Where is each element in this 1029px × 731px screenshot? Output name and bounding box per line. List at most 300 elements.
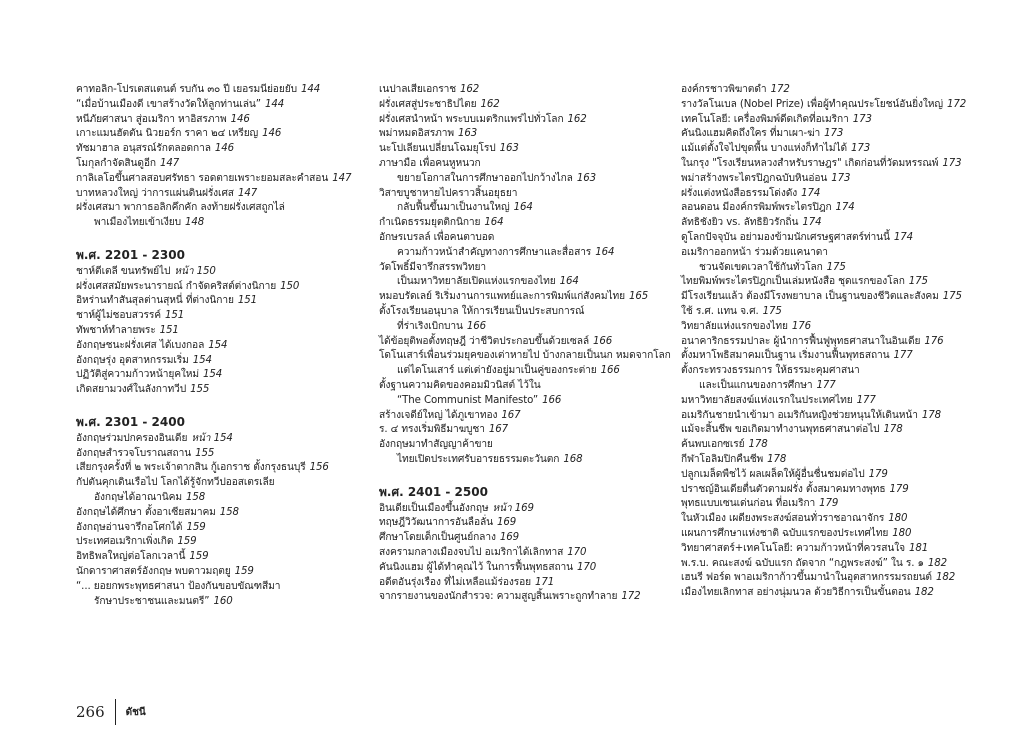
period-heading: [76, 247, 376, 265]
page-ref: 179: [819, 498, 839, 510]
index-entry: [76, 432, 376, 447]
index-entry: [76, 201, 376, 216]
entry-text: พ.ร.บ. คณะสงฆ์ ฉบับแรก ถัดจาก “กฎพระสงฆ์” ใน ร. ๑: [681, 557, 924, 569]
entry-text: “The Communist Manifesto”: [397, 394, 539, 406]
page-ref: 177: [893, 350, 913, 362]
page-ref: 175: [762, 305, 782, 317]
entry-text: หนีภัยศาสนา สู่อเมริกา หาอิสรภาพ: [76, 113, 227, 125]
page-ref: 164: [559, 276, 579, 288]
index-entry: [76, 506, 376, 521]
index-entry: [76, 157, 376, 172]
entry-text: “เมื่อบ้านเมืองดี เขาสร้างวัดให้ลูกท่านเล่น”: [76, 98, 261, 110]
entry-text: คันนิงแฮม ผู้ได้ทำคุณไว้ ในการฟื้นพุทธสถาน: [379, 561, 574, 573]
entry-text: แผนการศึกษาแห่งชาติ ฉบับแรกของประเทศไทย: [681, 527, 889, 539]
entry-text: อิทธิพลใหญ่ต่อโลกเวลานี้: [76, 551, 186, 563]
index-entry: [379, 157, 679, 172]
entry-text: โดโนเสาร์เพื่อนร่วมยุคของเต่าหายไป บ้างกลายเป็นนก หมดจากโลก: [379, 350, 671, 362]
entry-text: กาลิเลโอขึ้นศาลสอบศรัทธา รอดตายเพราะยอมสละคำสอน: [76, 172, 329, 184]
entry-text: ค้นพบเอกซเรย์: [681, 439, 745, 451]
entry-text: พม่าหมดอิสรภาพ: [379, 128, 454, 140]
entry-text: ไทยพิมพ์พระไตรปิฎกเป็นเล่มหนังสือ ชุดแรกของโลก: [681, 276, 905, 288]
page-ref: 173: [942, 157, 962, 169]
page-ref: 182: [935, 572, 956, 584]
spacer: [379, 468, 679, 483]
entry-text: รักษาประชาชนและมนตรี”: [94, 595, 210, 607]
entry-text: ทัพชาห์ทำลายพระ: [76, 324, 156, 336]
page-ref: 159: [177, 536, 197, 548]
index-entry: [379, 127, 679, 142]
entry-text: ปราชญ์อินเดียตื่นตัวตามฝรั่ง ตั้งสมาคมทางพุทธ: [681, 483, 886, 495]
index-column-1: [76, 83, 376, 609]
page-ref: หน้า 150: [174, 265, 216, 277]
entry-text: อิหร่านทำสันสุลต่านสุหนี่ ที่ต่างนิกาย: [76, 295, 234, 307]
index-column-2: [379, 83, 679, 605]
entry-text: บาทหลวงใหญ่ ว่าการแผ่นดินฝรั่งเศส: [76, 187, 234, 199]
entry-text: วิทยาศาสตร์+เทคโนโลยี: ความก้าวหน้าที่ควรสนใจ: [681, 542, 905, 554]
page-ref: 171: [534, 576, 555, 588]
entry-text: อดีตอันรุ่งเรือง ที่ไม่เหลือแม้ร่องรอย: [379, 576, 531, 588]
entry-text: พม่าสร้างพระไตรปิฎกฉบับหินอ่อน: [681, 172, 828, 184]
index-entry: [379, 261, 679, 276]
index-entry: [76, 142, 376, 157]
entry-text: กำเนิดธรรมยุตติกนิกาย: [379, 217, 481, 229]
entry-text: และเป็นแกนของการศึกษา: [699, 379, 813, 391]
index-entry: [379, 335, 679, 350]
index-entry: [681, 349, 981, 364]
entry-text: ฝรั่งแต่งหนังสือธรรมโด่งดัง: [681, 187, 798, 199]
entry-text: สร้างเจดีย์ใหญ่ ได้ภูเขาทอง: [379, 409, 498, 421]
entry-text: ภาษามือ เพื่อคนหูหนวก: [379, 157, 481, 169]
entry-text: มีโรงเรียนแล้ว ต้องมีโรงพยาบาล เป็นฐานของชีวิตและสังคม: [681, 291, 939, 303]
entry-text: เกาะแมนฮัตตัน นิวยอร์ก ราคา ๒๔ เหรียญ: [76, 128, 259, 140]
entry-text: อังกฤษได้ศึกษา ตั้งอาเซียสมาคม: [76, 506, 216, 518]
index-entry: [76, 580, 376, 595]
index-entry: [76, 83, 376, 98]
section-name: ดัชนี: [125, 706, 146, 718]
entry-text: แต่ไดโนเสาร์ แต่เต่ายังอยู่มาเป็นคู่ของกระต่าย: [397, 365, 597, 377]
index-entry: [76, 98, 376, 113]
index-entry: [681, 335, 981, 350]
index-entry: [681, 275, 981, 290]
index-entry: [681, 379, 981, 394]
page-ref: 166: [466, 320, 487, 332]
index-entry: [379, 349, 679, 364]
index-entry: [681, 512, 981, 527]
page-ref: 178: [767, 453, 787, 465]
index-entry: [681, 305, 981, 320]
entry-text: อังกฤษรุ่ง อุตสาหกรรมเริ่ม: [76, 354, 189, 366]
page-ref: 147: [332, 172, 352, 184]
entry-text: ทฤษฎีวิวัฒนาการอันลือลั่น: [379, 517, 493, 529]
entry-text: ฝรั่งเศสมา พากาธอลิกคึกคัก ลงท้ายฝรั่งเศสถูกไล่: [76, 202, 285, 214]
entry-text: ใช้ ร.ศ. แทน จ.ศ.: [681, 305, 759, 317]
page-ref: 176: [924, 335, 944, 347]
index-entry: [681, 586, 981, 601]
index-entry: [681, 98, 981, 113]
page-ref: 167: [501, 409, 521, 421]
index-entry: [681, 231, 981, 246]
index-entry: [76, 265, 376, 280]
entry-text: วิสาขบูชาหายไปคราวสิ้นอยุธยา: [379, 187, 518, 199]
page-ref: 173: [831, 172, 851, 184]
index-entry: [379, 290, 679, 305]
page-ref: 146: [262, 128, 282, 140]
page-footer: [76, 699, 146, 725]
page-ref: 177: [816, 379, 836, 391]
page-ref: 164: [513, 202, 533, 214]
index-entry: [379, 453, 679, 468]
entry-text: ฝรั่งเศสสู่ประชาธิปไตย: [379, 98, 477, 110]
page-ref: 169: [496, 517, 517, 529]
index-entry: [681, 438, 981, 453]
page-ref: 173: [824, 128, 844, 140]
index-entry: [379, 216, 679, 231]
page-ref: 166: [600, 365, 620, 377]
index-entry: [379, 113, 679, 128]
page-ref: 162: [460, 84, 480, 95]
index-entry: [379, 231, 679, 246]
index-entry: [76, 113, 376, 128]
index-entry: [379, 502, 679, 517]
entry-text: ฝรั่งเศสนำหน้า พระบบเมตริกแพร่ไปทั่วโลก: [379, 113, 564, 125]
page-ref: หน้า 154: [191, 432, 233, 444]
page-ref: 159: [234, 565, 254, 577]
page-ref: 176: [791, 320, 812, 332]
index-entry: [681, 571, 981, 586]
entry-text: สงครามกลางเมืองจบไป อเมริกาได้เลิกทาส: [379, 546, 564, 558]
page-ref: 160: [213, 595, 233, 607]
index-entry: [681, 261, 981, 276]
entry-text: เมืองไทยเลิกทาส อย่างนุ่มนวล ด้วยวิธีการเป็นขั้นตอน: [681, 587, 911, 599]
index-entry: [76, 216, 376, 231]
entry-text: ดูโลกปัจจุบัน อย่ามองข้ามนักเศรษฐศาสตร์ท่านนี้: [681, 231, 890, 243]
index-entry: [681, 83, 981, 98]
page-ref: 180: [888, 513, 908, 525]
page-ref: 175: [826, 261, 846, 273]
index-entry: [681, 172, 981, 187]
page-ref: 163: [576, 172, 596, 184]
index-entry: [681, 216, 981, 231]
index-entry: [681, 187, 981, 202]
index-entry: [76, 565, 376, 580]
page-ref: 151: [164, 310, 185, 322]
index-entry: [76, 491, 376, 506]
page-ref: 146: [230, 113, 250, 125]
index-entry: [379, 364, 679, 379]
index-entry: [76, 550, 376, 565]
index-entry: [379, 246, 679, 261]
index-entry: [379, 590, 679, 605]
page-ref: 163: [457, 128, 478, 140]
entry-text: เฮนรี ฟอร์ด พาอเมริกาก้าวขึ้นมานำในอุตสาหกรรมรถยนต์: [681, 572, 932, 584]
entry-text: อังกฤษได้อาณานิคม: [94, 491, 182, 503]
page-ref: 155: [195, 447, 215, 459]
spacer: [76, 231, 376, 246]
index-entry: [76, 521, 376, 536]
index-entry: [379, 83, 679, 98]
index-entry: [379, 394, 679, 409]
page-ref: 177: [856, 394, 876, 406]
entry-text: ตั้งฐานความคิดของคอมมิวนิสต์ ไว้ใน: [379, 379, 541, 391]
entry-text: ชาห์ตีเตลี ขนทรัพย์ไป: [76, 265, 171, 277]
entry-text: เสียกรุงครั้งที่ ๒ พระเจ้าตากสิน กู้เอกราช ตั้งกรุงธนบุรี: [76, 462, 306, 474]
page-ref: 175: [942, 291, 962, 303]
entry-text: วิทยาลัยแห่งแรกของไทย: [681, 320, 788, 332]
page-ref: 144: [300, 84, 321, 95]
index-column-3: [681, 83, 981, 601]
entry-text: ไทยเปิดประเทศรับอารยธรรมตะวันตก: [397, 453, 560, 465]
page-ref: 144: [264, 98, 285, 110]
index-entry: [379, 320, 679, 335]
index-entry: [76, 447, 376, 462]
index-entry: [76, 383, 376, 398]
page-ref: 164: [484, 217, 504, 229]
page-ref: 174: [835, 202, 855, 214]
index-entry: [379, 516, 679, 531]
entry-text: ชวนจัดเขตเวลาใช้กันทั่วโลก: [699, 261, 823, 273]
page-ref: 162: [567, 113, 587, 125]
entry-text: ตั้งมหาโพธิสมาคมเป็นฐาน เริ่มงานฟื้นพุทธสถาน: [681, 350, 890, 362]
page-ref: 178: [748, 439, 768, 451]
page-ref: 172: [770, 84, 790, 95]
entry-text: “... ยอยกพระพุทธศาสนา ป้องกันขอบขัณฑสีมา: [76, 580, 281, 592]
page-ref: 163: [499, 143, 519, 155]
period-heading: [76, 414, 376, 432]
page-ref: 159: [189, 551, 209, 563]
entry-text: เกิดสยามวงศ์ในลังกาทวีป: [76, 384, 187, 396]
page-ref: 147: [237, 187, 258, 199]
page-ref: 158: [219, 506, 239, 518]
index-entry: [76, 309, 376, 324]
entry-text: ทัชมาฮาล อนุสรณ์รักตลอดกาล: [76, 143, 211, 155]
page-ref: 159: [186, 521, 206, 533]
entry-text: ในกรุง "โรงเรียนหลวงสำหรับราษฎร" เกิดก่อนที่วัดมหรรณพ์: [681, 157, 939, 169]
entry-text: นะโปเลียนเปลี่ยนโฉมยุโรป: [379, 143, 496, 155]
entry-text: มหาวิทยาลัยสงฆ์แห่งแรกในประเทศไทย: [681, 394, 853, 406]
index-entry: [379, 305, 679, 320]
entry-text: นักดาราศาสตร์อังกฤษ พบดาวมฤตยู: [76, 565, 231, 577]
entry-text: อินเดียเป็นเมืองขึ้นอังกฤษ: [379, 502, 489, 514]
entry-text: ชาห์ผู้ไม่ชอบสวรรค์: [76, 310, 161, 322]
index-entry: [681, 557, 981, 572]
index-entry: [76, 187, 376, 202]
index-entry: [681, 423, 981, 438]
index-entry: [681, 483, 981, 498]
entry-text: อังกฤษสำรวจโบราณสถาน: [76, 447, 192, 459]
entry-text: อังกฤษชนะฝรั่งเศส ได้เบงกอล: [76, 339, 205, 351]
page-ref: หน้า 169: [492, 502, 534, 514]
entry-text: จากรายงานของนักสำรวจ: ความสูญสิ้นเพราะถูกทำลาย: [379, 591, 618, 603]
page-ref: 158: [186, 491, 206, 503]
entry-text: ประเทศอเมริกาเพิ่งเกิด: [76, 536, 174, 548]
page-ref: 181: [909, 542, 929, 554]
page-ref: 178: [883, 424, 903, 436]
page-ref: 165: [629, 291, 649, 303]
entry-text: อังกฤษมาทำสัญญาค้าขาย: [379, 439, 493, 451]
index-entry: [76, 476, 376, 491]
entry-text: เป็นมหาวิทยาลัยเปิดแห่งแรกของไทย: [397, 276, 556, 288]
spacer: [76, 398, 376, 413]
page-ref: 179: [889, 483, 909, 495]
page-ref: 156: [309, 462, 329, 474]
page-ref: 146: [214, 143, 235, 155]
page-ref: 154: [192, 354, 212, 366]
page-ref: 166: [542, 394, 562, 406]
entry-text: พาเมืองไทยเข้าเงียบ: [94, 217, 181, 229]
page-ref: 150: [280, 280, 300, 292]
index-entry: [379, 98, 679, 113]
index-entry: [681, 320, 981, 335]
entry-text: ปฏิวัติสู่ความก้าวหน้ายุคใหม่: [76, 369, 200, 381]
page-ref: 155: [190, 384, 210, 396]
index-entry: [681, 201, 981, 216]
page-number: 266: [76, 703, 105, 721]
index-entry: [379, 201, 679, 216]
index-entry: [681, 157, 981, 172]
page-ref: 182: [914, 587, 934, 599]
page-ref: 168: [563, 453, 583, 465]
entry-text: อนาคาริกธรรมปาละ ผู้นำการฟื้นฟูพุทธศาสนาในอินเดีย: [681, 335, 921, 347]
page-ref: 151: [159, 324, 179, 336]
index-entry: [681, 453, 981, 468]
entry-text: แม้จะสิ้นชีพ ขอเกิดมาทำงานพุทธศาสนาต่อไป: [681, 424, 880, 436]
entry-text: วัดโพธิ์มีจารึกสรรพวิทยา: [379, 261, 486, 273]
index-entry: [76, 172, 376, 187]
entry-text: คันนิงแฮมคิดถึงใคร ที่มาเผา-ฆ่า: [681, 128, 821, 140]
page-ref: 162: [480, 98, 500, 110]
index-entry: [379, 379, 679, 394]
entry-text: ที่ร่าเริงเบิกบาน: [397, 320, 463, 332]
entry-text: ลอนดอน มีองค์กรพิมพ์พระไตรปิฎก: [681, 202, 832, 214]
index-entry: [379, 409, 679, 424]
index-entry: [76, 280, 376, 295]
page-ref: 154: [208, 339, 228, 351]
entry-text: อังกฤษอ่านจารึกอโศกได้: [76, 521, 183, 533]
entry-text: อังกฤษร่วมปกครองอินเดีย: [76, 432, 188, 444]
page-ref: 173: [852, 113, 872, 125]
index-entry: [681, 527, 981, 542]
index-entry: [76, 354, 376, 369]
index-entry: [681, 497, 981, 512]
entry-text: อเมริกาออกหน้า ร่วมด้วยแคนาดา: [681, 246, 828, 258]
index-entry: [76, 324, 376, 339]
page-ref: 167: [488, 424, 509, 436]
page-ref: 179: [868, 468, 888, 480]
entry-text: โมกุลกำจัดสินดูอีก: [76, 157, 156, 169]
heading-text: พ.ศ. 2201 - 2300: [76, 247, 185, 262]
page-ref: 180: [892, 527, 912, 539]
page-ref: 174: [802, 217, 822, 229]
page-ref: 151: [237, 295, 258, 307]
index-entry: [76, 461, 376, 476]
entry-text: กัปตันคุกเดินเรือไป โลกได้รู้จักทวีปออสเตรเลีย: [76, 477, 275, 489]
index-entry: [681, 409, 981, 424]
entry-text: พุทธแบบเซนเด่นก่อน ที่อเมริกา: [681, 498, 816, 510]
index-entry: [76, 368, 376, 383]
index-entry: [379, 531, 679, 546]
entry-text: องค์กรชาวพิฆาตดำ: [681, 84, 767, 95]
index-entry: [379, 172, 679, 187]
page-ref: 169: [499, 532, 519, 544]
index-entry: [379, 438, 679, 453]
index-entry: [379, 576, 679, 591]
page-ref: 154: [203, 369, 223, 381]
entry-text: ตั้งกระทรวงธรรมการ ให้ธรรมะคุมศาสนา: [681, 365, 860, 377]
page-ref: 170: [567, 546, 587, 558]
entry-text: ตั้งโรงเรียนอนุบาล ให้การเรียนเป็นประสบการณ์: [379, 305, 585, 317]
entry-text: แม้แต่ตั้งใจไปขุดพื้น บางแห่งก็ทำไม่ได้: [681, 143, 847, 155]
index-entry: [379, 142, 679, 157]
page-ref: 147: [159, 157, 180, 169]
index-entry: [76, 294, 376, 309]
footer-divider: [115, 699, 116, 725]
page-ref: 172: [621, 591, 641, 603]
page-ref: 182: [927, 557, 947, 569]
entry-text: ได้ข้อยุติพอตั้งทฤษฎี ว่าชีวิตประกอบขึ้นด้วยเซลล์: [379, 335, 589, 347]
page-ref: 174: [801, 187, 821, 199]
page-ref: 148: [185, 217, 205, 229]
index-entry: [681, 290, 981, 305]
entry-text: กีฬาโอลิมปิกคืนชีพ: [681, 453, 764, 465]
index-entry: [681, 127, 981, 142]
entry-text: ในหัวเมือง เผดียงพระสงฆ์สอนทั่วราชอาณาจักร: [681, 513, 885, 525]
entry-text: กลับฟื้นขึ้นมาเป็นงานใหญ่: [397, 202, 510, 214]
page-ref: 178: [921, 409, 941, 421]
index-entry: [76, 535, 376, 550]
entry-text: หมอบรัดเลย์ ริเริ่มงานการแพทย์และการพิมพ์แก่สังคมไทย: [379, 291, 626, 303]
index-entry: [76, 595, 376, 610]
page-ref: 170: [577, 561, 597, 573]
entry-text: ร. ๔ ทรงเริ่มพิธีมาฆบูชา: [379, 424, 485, 436]
entry-text: เทคโนโลยี: เครื่องพิมพ์ดีดเกิดที่อเมริกา: [681, 113, 849, 125]
entry-text: อักษรเบรลล์ เพื่อคนตาบอด: [379, 231, 495, 243]
heading-text: พ.ศ. 2401 - 2500: [379, 484, 488, 499]
entry-text: ลัทธิชังยิว vs. ลัทธิยิวรักถิ่น: [681, 217, 799, 229]
entry-text: อเมริกันชายนำเข้ามา อเมริกันหญิงช่วยหนุนให้เดินหน้า: [681, 409, 918, 421]
entry-text: ฝรั่งเศสสมัยพระนารายณ์ กำจัดคริสต์ต่างนิกาย: [76, 280, 277, 292]
index-entry: [76, 127, 376, 142]
index-entry: [379, 561, 679, 576]
page-ref: 166: [592, 335, 613, 347]
entry-text: ขยายโอกาสในการศึกษาออกไปกว้างไกล: [397, 172, 573, 184]
index-entry: [379, 275, 679, 290]
index-entry: [681, 394, 981, 409]
entry-text: ความก้าวหน้าสำคัญทางการศึกษาและสื่อสาร: [397, 246, 592, 258]
page-ref: 175: [908, 276, 928, 288]
page-ref: 172: [946, 98, 967, 110]
entry-text: รางวัลโนเบล (Nobel Prize) เพื่อผู้ทำคุณประโยชน์อันยิ่งใหญ่: [681, 98, 943, 110]
index-entry: [379, 423, 679, 438]
page-ref: 174: [893, 231, 913, 243]
entry-text: ปลูกเมล็ดพืชไว้ ผลเผล็ดให้ผู้อื่นชื่นชมต่อไป: [681, 468, 865, 480]
index-entry: [681, 542, 981, 557]
index-entry: [379, 187, 679, 202]
heading-text: พ.ศ. 2301 - 2400: [76, 414, 185, 429]
entry-text: ศึกษาโดยเด็กเป็นศูนย์กลาง: [379, 532, 496, 544]
page-ref: 173: [851, 143, 871, 155]
index-entry: [681, 142, 981, 157]
index-entry: [681, 113, 981, 128]
entry-text: คาทอลิก-โปรเตสแตนต์ รบกัน ๓๐ ปี เยอรมนีย่อยยับ: [76, 84, 297, 95]
index-entry: [379, 546, 679, 561]
entry-text: เนปาลเสียเอกราช: [379, 84, 457, 95]
index-entry: [681, 364, 981, 379]
index-entry: [681, 468, 981, 483]
index-entry: [681, 246, 981, 261]
page-ref: 164: [595, 246, 615, 258]
period-heading: [379, 484, 679, 502]
index-entry: [76, 339, 376, 354]
